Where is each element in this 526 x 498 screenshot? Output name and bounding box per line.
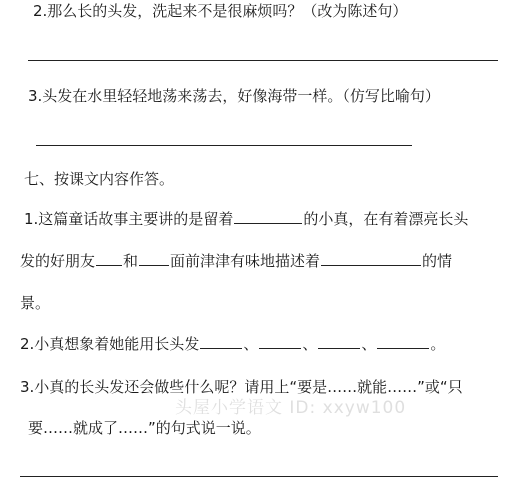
separator: 、 (361, 335, 377, 353)
s7-q1-text-3: 发的好朋友 (20, 252, 96, 270)
blank-field[interactable] (234, 208, 302, 224)
blank-field[interactable] (321, 250, 421, 266)
s7-q2-text: 2.小真想象着她能用长头发 (20, 335, 200, 353)
s7-q1-text-6: 的情 (422, 252, 453, 270)
s7-q1-text-1: 1.这篇童话故事主要讲的是留着 (24, 210, 234, 228)
blank-field[interactable] (318, 333, 360, 349)
answer-line-q3 (36, 145, 412, 146)
s7-question-1-line-2 (20, 250, 452, 272)
answer-line-s7-q3 (20, 476, 498, 477)
s7-question-3-line-2: 要……就成了……”的句式说一说。 (28, 419, 261, 437)
s7-question-1-line-1 (24, 208, 468, 230)
blank-field[interactable] (259, 333, 301, 349)
s7-q1-text-2: 的小真，在有着漂亮长头 (303, 210, 469, 228)
s7-question-1-line-3: 景。 (20, 294, 51, 312)
blank-field[interactable] (139, 250, 169, 266)
separator: 、 (302, 335, 318, 353)
blank-field[interactable] (377, 333, 429, 349)
separator: 、 (243, 335, 259, 353)
s7-q1-text-5: 面前津津有味地描述着 (170, 252, 321, 270)
s7-question-3-line-1: 3.小真的长头发还会做些什么呢？请用上“要是……就能……”或“只 (20, 378, 463, 396)
s7-q1-text-4: 和 (123, 252, 139, 270)
section-7-heading: 七、按课文内容作答。 (24, 170, 175, 188)
blank-field[interactable] (96, 250, 122, 266)
watermark: 头屋小学语文 ID: xxyw100 (175, 398, 407, 418)
end-punctuation: 。 (430, 335, 446, 353)
question-2-rewrite: 2.那么长的头发，洗起来不是很麻烦吗？（改为陈述句） (33, 2, 408, 20)
answer-line-q2 (28, 60, 498, 61)
s7-question-2 (20, 333, 445, 355)
question-3-simile: 3.头发在水里轻轻地荡来荡去，好像海带一样。（仿写比喻句） (28, 87, 440, 105)
blank-field[interactable] (200, 333, 242, 349)
